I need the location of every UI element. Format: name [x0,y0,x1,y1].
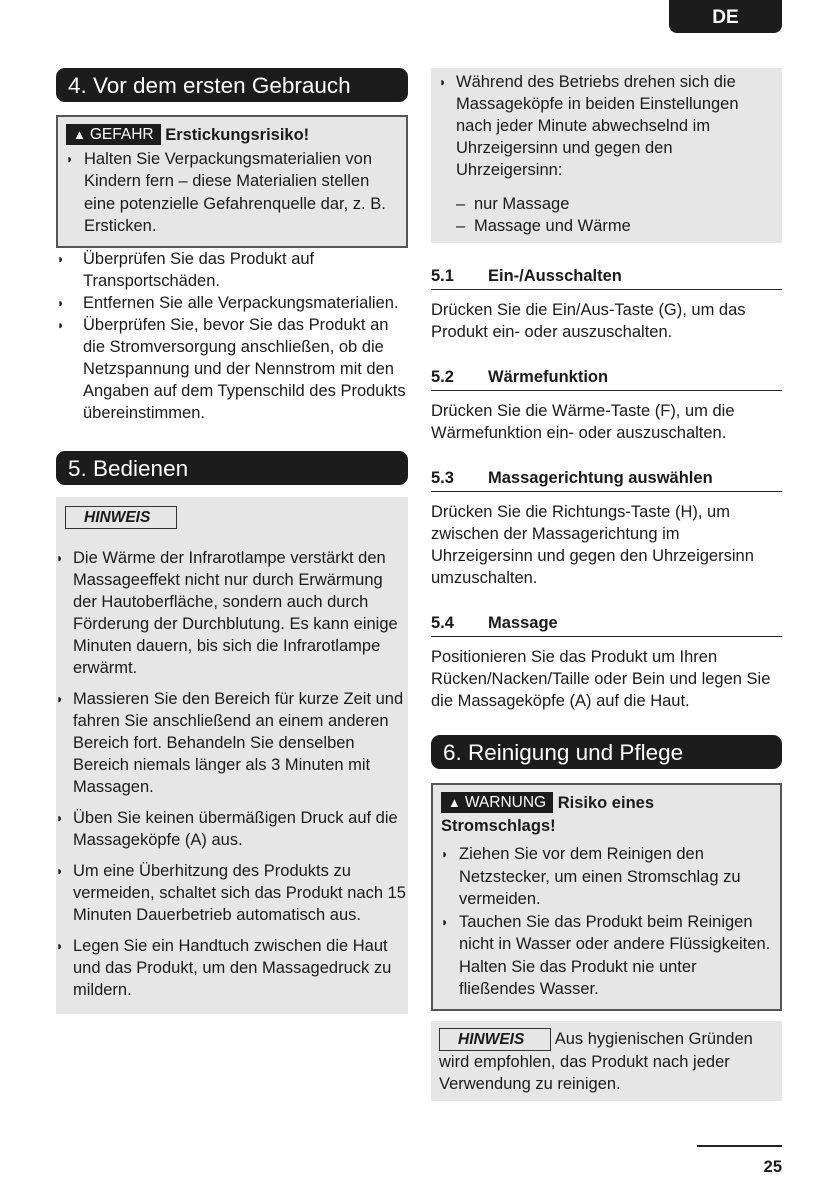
warning-label: ▲ WARNUNG [441,792,553,813]
footer-rule [697,1145,782,1147]
bullet-icon: ◗ [66,151,74,166]
warning-box [431,783,782,1011]
list-item: ◗ Um eine Überhitzung des Produkts zu vermeiden, schaltet sich das Produkt nach 15 Minuten Dauerbetrieb automatisch aus. [56,861,406,924]
language-tab: DE [669,0,782,33]
list-item: ◗ Überprüfen Sie, bevor Sie das Produkt an die Stromversorgung anschließen, ob die Netzspannung und der Nennstrom mit den Angaben auf dem Typenschild des Produkts übereinstimmen. [57,315,406,422]
bullet-icon: ◗ [439,75,447,89]
hygiene-note [431,1021,782,1101]
note-label: HINWEIS [65,506,177,529]
warning-list [441,843,772,1001]
note-panel [56,497,408,1014]
warning-triangle-icon: ▲ [73,127,86,142]
bullet-icon: ◗ [56,938,64,953]
list-item: ◗ Legen Sie ein Handtuch zwischen die Haut und das Produkt, um den Massagedruck zu mildern. [56,936,392,999]
bullet-icon: ◗ [57,317,65,332]
list-item: ◗ Massieren Sie den Bereich für kurze Zeit und fahren Sie anschließend an einem anderen Bereich fort. Behandeln Sie denselben Bereich niemals länger als 3 Minuten mit Massagen. [56,689,404,796]
note-list-continued [439,71,774,181]
note-list [56,547,408,1001]
list-item: ◗ Während des Betriebs drehen sich die Massageköpfe in beiden Einstellungen nach jeder Minute abwechselnd im Uhrzeigersinn und gegen den Uhrzeigersinn: [439,73,739,179]
mode-item: – Massage und Wärme [456,217,631,235]
mode-list [439,193,774,237]
subsection-heading: 5.2 Wärmefunktion [431,368,782,391]
bullet-icon: ◗ [56,550,64,565]
list-item: ◗ Entfernen Sie alle Verpackungsmaterialien. [57,293,399,312]
right-column [431,68,782,1101]
warning-title: Risiko eines Stromschlags! [441,794,654,835]
danger-box [56,115,408,248]
bullet-icon: ◗ [56,691,64,706]
subsection-5-4 [431,614,782,712]
list-item: ◗ Tauchen Sie das Produkt beim Reinigen nicht in Wasser oder andere Flüssigkeiten. Halten Sie das Produkt nie unter fließendes Wasser. [441,912,771,998]
warning-triangle-icon: ▲ [448,795,461,810]
subsection-5-2 [431,368,782,444]
list-item: ◗ Die Wärme der Infrarotlampe verstärkt den Massageeffekt nicht nur durch Erwärmung der Hautoberfläche, sondern auch durch Förderung der Durchblutung. Es kann einige Minuten dauern, bis sich die Infrarotlampe erwärmt. [56,548,398,677]
page-number: 25 [763,1158,782,1176]
section-5-heading: 5. Bedienen [56,451,408,485]
bullet-icon: ◗ [56,863,64,878]
danger-title: Erstickungsrisiko! [165,126,310,144]
subsection-text: Positionieren Sie das Produkt um Ihren Rücken/Nacken/Taille oder Bein und legen Sie die Massageköpfe (A) auf die Haut. [431,648,771,710]
subsection-5-1 [431,267,782,343]
bullet-icon: ◗ [56,810,64,825]
subsection-heading: 5.3 Massagerichtung auswählen [431,469,782,492]
subsection-text: Drücken Sie die Wärme-Taste (F), um die Wärmefunktion ein- oder auszuschalten. [431,402,735,442]
note-panel-continued [431,68,782,243]
left-column [56,68,408,1014]
section-4-heading: 4. Vor dem ersten Gebrauch [56,68,408,102]
subsection-5-3 [431,469,782,589]
danger-item: ◗ Halten Sie Verpackungsmaterialien von Kindern fern – diese Materialien stellen eine potenzielle Gefahrenquelle dar, z. B. Ersticken. [66,149,386,235]
section-6-heading: 6. Reinigung und Pflege [431,735,782,769]
list-item: ◗ Üben Sie keinen übermäßigen Druck auf die Massageköpfe (A) aus. [56,808,398,849]
subsection-text: Drücken Sie die Ein/Aus-Taste (G), um das Produkt ein- oder auszuschalten. [431,301,746,341]
bullet-icon: ◗ [57,251,65,266]
bullet-icon: ◗ [441,847,449,861]
note-text: Aus hygienischen Gründen wird empfohlen, das Produkt nach jeder Verwendung zu reinigen. [439,1029,753,1093]
mode-item: – nur Massage [456,195,570,213]
subsection-text: Drücken Sie die Richtungs-Taste (H), um zwischen der Massagerichtung im Uhrzeigersinn und gegen den Uhrzeigersinn umzuschalten. [431,503,754,587]
bullet-icon: ◗ [57,295,65,310]
list-item: ◗ Überprüfen Sie das Produkt auf Transportschäden. [57,249,315,290]
section-4-list [56,248,408,424]
subsection-heading: 5.4 Massage [431,614,782,637]
note-label: HINWEIS [439,1028,551,1051]
bullet-icon: ◗ [441,914,449,929]
danger-label: ▲ GEFAHR [66,124,161,145]
list-item: ◗ Ziehen Sie vor dem Reinigen den Netzstecker, um einen Stromschlag zu vermeiden. [441,845,741,908]
subsection-heading: 5.1 Ein-/Ausschalten [431,267,782,290]
